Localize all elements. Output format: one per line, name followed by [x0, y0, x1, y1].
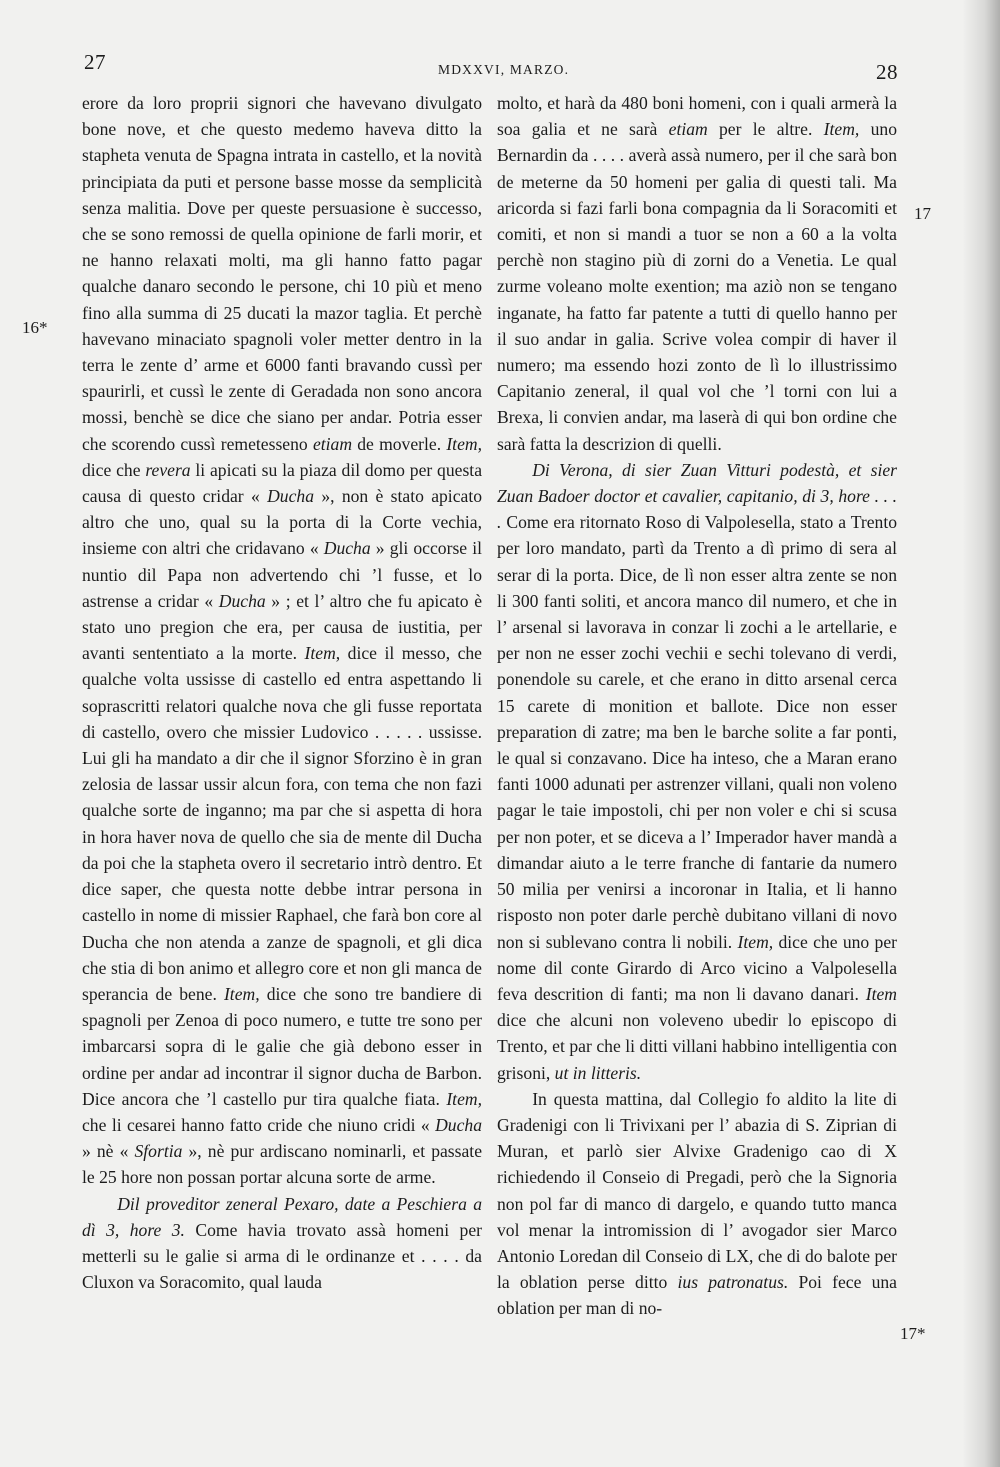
- text-run: », non è stato apicato altro che uno, qual su la porta di la Corte vechia, insieme con altri che cridavano «: [82, 486, 482, 559]
- text-run: molto, et harà da 480 boni homeni, con i quali armerà la soa galia et ne sarà: [497, 93, 897, 140]
- text-run: erore da loro proprii signori che havevano divulgato bone nove, et che questo medemo haveva ditto la stapheta venuta de Spagna intrata in castello, et la novità principiata da puti et persone basse mosse da semplicità senza malitia. Dove per queste persuasione è successo, che se sono remossi de quella opinione de farli morir, et ne hanno relaxati molti, ma gli hanno fatto pagar qualche danaro secondo le persone, chi 10 più et meno fino alla summa di 25 ducati la mazor taglia. Et perchè havevano minaciato spagnoli voler metter dentro in la terra le zente d’ arme et 6000 fanti bravando cussì per spaurirli, et cussì le zente di Geradada non sono ancora mossi, benchè se dice che siano per andar. Potria esser che scorendo cussì remetesseno: [82, 93, 482, 454]
- text-run: Come era ritornato Roso di Valpolesella, stato a Trento per loro mandato, partì da Trento a dì primo di sera al serar di la porta. Dice, de lì non esser altra zente se non li 300 fanti soliti, et ancora manco dil numero, et che in l’ arsenal si lavorava in conzar li zochi a le artellarie, e per non ne esser zochi vechii e sechi tolevano di verdi, ponendole su carele, et che erano in ditto arsenal cerca 15 carete di monition et ballote. Dice non esser preparation di zatre; ma ben le barche solite a far ponti, le qual si conzavano. Dice ha inteso, che a Maran erano fanti 1000 adunati per astrenzer villani, quali non voleno pagar le taie impostoli, chi per non voler e chi si scusa per non poter, et se diceva a l’ Imperador haver mandà a dimandar aiuto a le terre franche di fantarie da numero 50 milia per venirsi a incoronar in Italia, et li hanno risposto non poter darle perchè dubitano villani di novo non si sublevano contra li nobili.: [497, 512, 897, 952]
- left-column: [82, 90, 482, 1295]
- paragraph: [497, 457, 897, 1086]
- text-run: Poi fece una oblation per man di no-: [497, 1272, 897, 1319]
- text-run: dice che: [82, 459, 146, 480]
- running-title: MDXXVI, MARZO.: [438, 62, 570, 77]
- italic-run: Dil proveditor zeneral Pexaro, date a Peschiera a dì 3, hore 3.: [82, 1193, 482, 1240]
- text-run: Come havia trovato assà homeni per metterli su le galie si arma di le ordinanze et . . . . da Cluxon va Soracomito, qual lauda: [82, 1219, 482, 1293]
- paragraph: [82, 1191, 482, 1296]
- text-run: » ; et l’ altro che fu apicato è stato uno pregion che era, per causa de iustitia, per avanti sententiato a la morte.: [82, 590, 483, 664]
- italic-run: Item: [865, 983, 897, 1004]
- italic-run: Item,: [223, 983, 260, 1004]
- italic-run: Item,: [446, 1088, 482, 1109]
- text-run: dice il messo, che qualche volta ussisse di castello ed entra aspettando li soprascritti relatori qualche nova che gli fusse reportata di castello, overo che missier Ludovico . . . . . ussisse. Lui gli ha mandato a dir che il signor Sforzino è in gran zelosia de lassar ussir alcun fora, con tema che non fazi qualche sorte de inganno; ma par che si aspetta di hora in hora haver nova de quello che sia de mente dil Ducha da poi che la stapheta overo il secretario intrò dentro. Et dice saper, che questa notte debbe intrar persona in castello in nome di missier Raphael, che farà bon core al Ducha che non atenda a zanze de spagnoli, et gli dica che stia di bon animo et allegro core et non gli manca de sperancia de bene.: [82, 643, 482, 1004]
- italic-run: Sfortia: [134, 1141, 183, 1162]
- text-run: dice che sono tre bandiere di spagnoli per Zenoa di poco numero, e tutte tre sono per imbarcarsi sopra di le galie che già debono esser in ordine per andar ad incontrar il signor ducha de Barbon. Dice ancora che ’l castello pur tira qualche fiata.: [82, 983, 482, 1109]
- text-run: » gli occorse il nuntio dil Papa non advertendo chi ’l fusse, et lo astrense a cridar «: [82, 538, 483, 611]
- page-edge-shadow: [962, 0, 1000, 1467]
- page-header: [0, 48, 1000, 88]
- margin-note-17: 17: [914, 204, 931, 223]
- text-run: », nè pur ardiscano nominarli, et passate le 25 hore non possan portar alcuna sorte de arme.: [82, 1141, 482, 1188]
- paragraph: [497, 90, 897, 457]
- margin-note-17-bottom: 17*: [900, 1324, 926, 1343]
- italic-run: Item,: [823, 119, 860, 140]
- italic-run: revera: [145, 459, 191, 480]
- page-number-left: 27: [84, 50, 106, 74]
- paragraph: [82, 90, 482, 1191]
- italic-run: ut in litteris.: [554, 1062, 642, 1083]
- italic-run: Item,: [446, 433, 482, 454]
- italic-run: Ducha: [435, 1114, 482, 1135]
- paragraph: [497, 1086, 897, 1322]
- page-number-right: 28: [876, 60, 898, 84]
- text-run: li apicati su la piaza dil domo per questa causa di questo cridar «: [82, 459, 482, 507]
- text-run: dice che uno per nome dil conte Girardo di Arco vicino a Valpolesella feva descrition di fanti; ma non li davano danari.: [497, 931, 897, 1004]
- text-run: per le altre.: [707, 119, 824, 140]
- italic-run: etiam: [312, 433, 353, 454]
- text-run: In questa mattina, dal Collegio fo aldito la lite di Gradenigi con li Trivixani per l’ abazia di S. Ziprian di Muran, et parlò sier Alvixe Gradenigo cao di X richiedendo il Conseio di Pregadi, però che la Signoria non pol far di manco di dargelo, e quando tutto manca vol menar la intromission di l’ avogador sier Marco Antonio Loredan dil Conseio di LX, che di do balote per la oblation perse ditto: [497, 1088, 897, 1293]
- italic-run: Ducha: [323, 538, 371, 559]
- italic-run: etiam: [668, 119, 708, 140]
- text-run: dice che alcuni non voleveno ubedir lo episcopo di Trento, et par che li ditti villani habbino intelligentia con grisoni,: [497, 1010, 897, 1083]
- text-run: che li cesarei hanno fatto cride che niuno cridi «: [82, 1114, 436, 1135]
- text-run: de moverle.: [352, 433, 447, 454]
- italic-run: Ducha: [218, 590, 266, 611]
- italic-run: ius patronatus.: [677, 1272, 789, 1293]
- italic-run: Item,: [737, 931, 774, 952]
- italic-run: Ducha: [267, 486, 314, 507]
- right-column: [497, 90, 897, 1322]
- margin-note-16: 16*: [22, 318, 48, 337]
- text-run: uno Bernardin da . . . . averà assà numero, per il che sarà bon de meterne da 50 homeni per galia di questi tali. Ma aricorda si fazi farli bona compagnia da li Soracomiti et comiti, et non si mandi a tuor se non a 60 a la volta perchè non stagino più di zorni do a Venetia. Le qual zurme voleano molte exention; ma aziò non se tengano inganate, ha fatto far patente a tutti di quello hanno per il suo andar in galia. Scrive volea compir di haver il numero; ma essendo hozi zonto de lì lo illustrissimo Capitanio zeneral, il qual vol che ’l torni con lui a Brexa, li convien andar, ma laserà di qui bon ordine che sarà fatta la descrizion di quelli.: [497, 119, 897, 454]
- italic-run: Item,: [304, 643, 341, 664]
- italic-run: Di Verona, di sier Zuan Vitturi podestà, et sier Zuan Badoer doctor et cavalier, capitanio, di 3, hore . . . .: [497, 459, 897, 533]
- text-run: » nè «: [82, 1141, 135, 1162]
